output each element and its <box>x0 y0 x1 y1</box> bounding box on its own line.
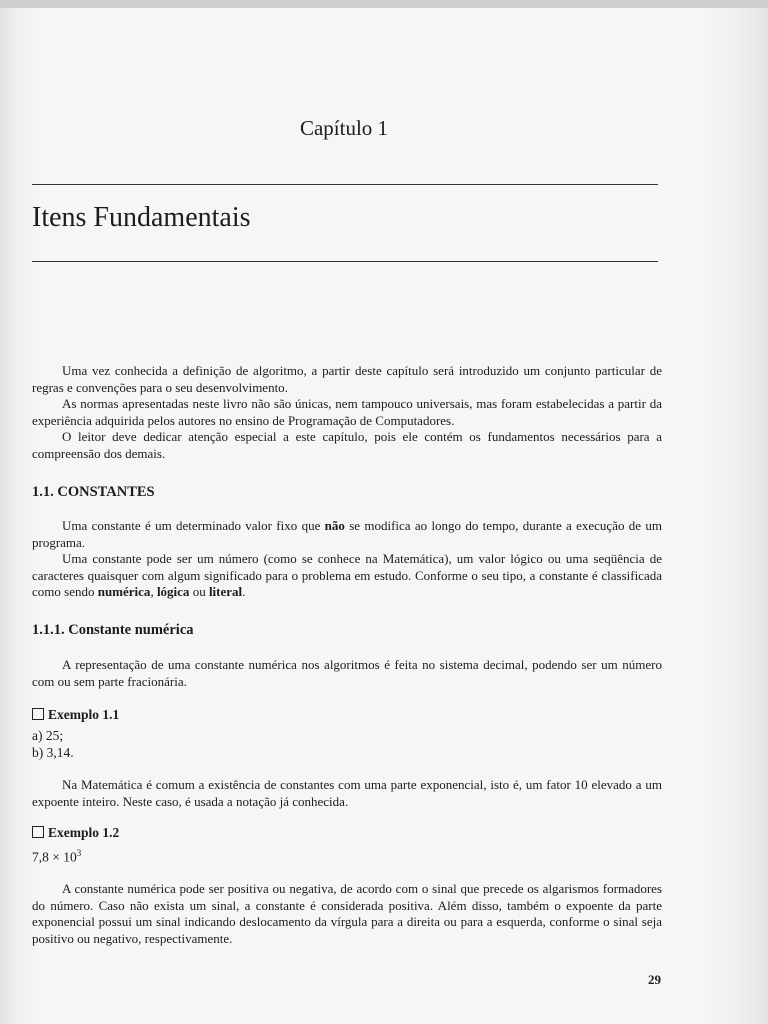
constantes-paragraph <box>32 518 662 551</box>
intro-paragraph: O leitor deve dedicar atenção especial a este capítulo, pois ele contém os fundamentos necessários para a compreensão dos demais. <box>32 429 662 461</box>
bold-term: não <box>324 518 345 533</box>
intro-paragraph: Uma vez conhecida a definição de algoritmo, a partir deste capítulo será introduzido um conjunto particular de regras e convenções para o seu desenvolvimento. <box>32 363 662 395</box>
example-label <box>32 707 119 723</box>
intro-text <box>32 363 662 462</box>
sinal-paragraph: A constante numérica pode ser positiva ou negativa, de acordo com o sinal que precede os algarismos formadores do número. Caso não exista um sinal, a constante é considerada positiva. Além disso, também o expoente da parte exponencial possui um sinal indicando deslocamento da vírgula para a direita ou para a esquerda, conforme o sinal seja positivo ou negativo, respectivamente. <box>32 881 662 946</box>
text-run: se modifica ao longo do tempo, durante a execução de um programa. <box>32 518 662 550</box>
sinal-text <box>32 881 662 947</box>
formula <box>32 848 81 866</box>
section-heading-constantes: 1.1. CONSTANTES <box>32 484 155 500</box>
top-divider <box>32 184 658 185</box>
constantes-text <box>32 518 662 601</box>
chapter-label: Capítulo 1 <box>299 116 389 140</box>
checkbox-square-icon <box>32 708 44 720</box>
list-item: b) 3,14. <box>32 745 74 760</box>
bold-term: numérica <box>97 584 151 599</box>
text-run: Uma constante pode ser um número (como se conhece na Matemática), um valor lógico ou uma seqüência de caracteres quaisquer com algum significado para o problema em estudo. Conforme o seu tipo, a constante é classificada como sendo <box>32 551 662 599</box>
text-run: Uma constante é um determinado valor fixo que <box>62 518 325 533</box>
text-run: , <box>150 584 157 599</box>
constantes-paragraph <box>32 551 662 601</box>
example-label <box>32 825 119 841</box>
page-number: 29 <box>648 972 661 987</box>
text-run: . <box>242 584 246 599</box>
bold-term: literal <box>208 584 243 599</box>
text-run: ou <box>189 584 209 599</box>
list-item: a) 25; <box>32 728 64 743</box>
example-list <box>32 727 74 761</box>
chapter-title: Itens Fundamentais <box>32 202 251 233</box>
exponencial-text <box>32 777 662 810</box>
checkbox-square-icon <box>32 826 44 838</box>
formula-exponent: 3 <box>76 848 82 858</box>
numerica-paragraph: A representação de uma constante numérica nos algoritmos é feita no sistema decimal, podendo ser um número com ou sem parte fracionária. <box>32 657 662 689</box>
numerica-text <box>32 657 662 690</box>
formula-base: 7,8 × 10 <box>32 849 77 865</box>
example-title: Exemplo 1.2 <box>48 825 120 840</box>
example-title: Exemplo 1.1 <box>48 707 120 722</box>
intro-paragraph: As normas apresentadas neste livro não são únicas, nem tampouco universais, mas foram estabelecidas a partir da experiência adquirida pelos autores no ensino de Programação de Computadores. <box>32 396 662 428</box>
section-heading-numerica: 1.1.1. Constante numérica <box>32 622 194 638</box>
exponencial-paragraph: Na Matemática é comum a existência de constantes com uma parte exponencial, isto é, um fator 10 elevado a um expoente inteiro. Neste caso, é usada a notação já conhecida. <box>32 777 662 809</box>
bold-term: lógica <box>156 584 190 599</box>
bottom-divider <box>32 261 658 262</box>
scan-top-edge <box>0 0 768 8</box>
